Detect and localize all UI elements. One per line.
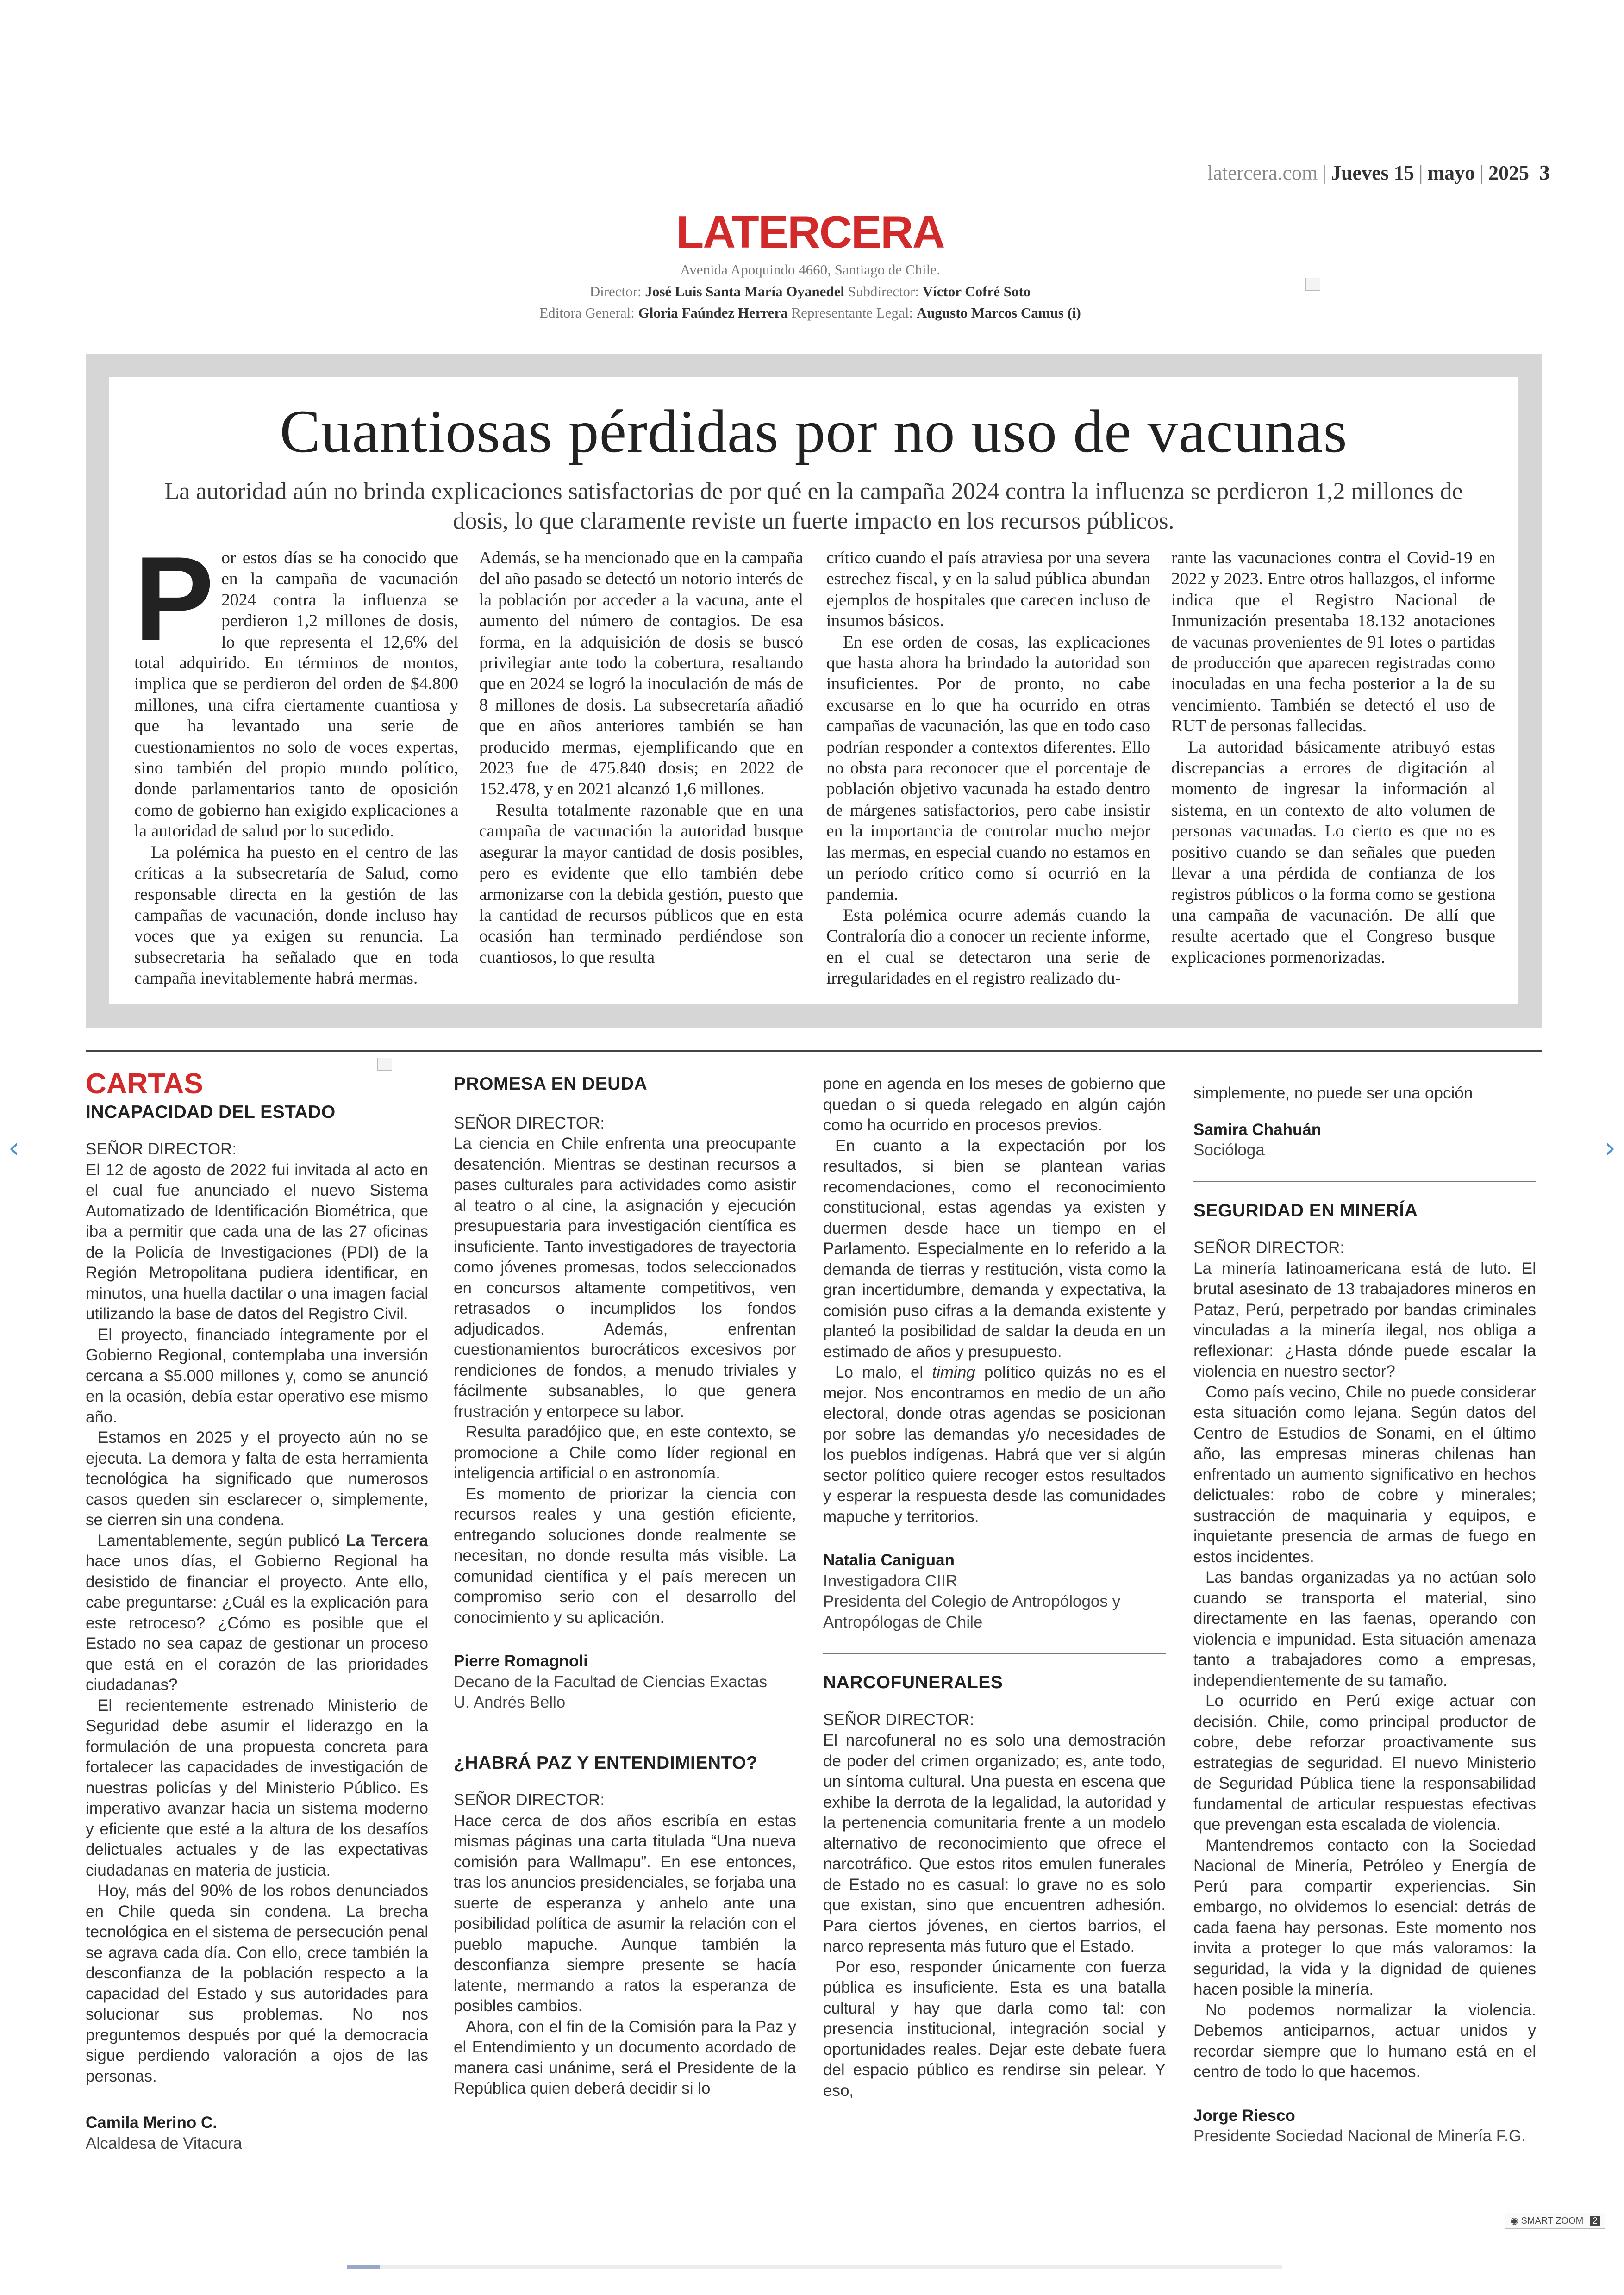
letters-column-3 — [823, 1074, 1166, 2101]
letter-salutation: SEÑOR DIRECTOR: — [454, 1791, 605, 1809]
editorial-paragraph: crítico cuando el país atraviesa por una severa estrechez fiscal, y en la salud pública abundan ejemplos de hospitales que carecen incluso de insumos básicos. — [826, 549, 1150, 631]
italic-word: timing — [932, 1363, 975, 1381]
letter-paragraph: El 12 de agosto de 2022 fui invitada al acto en el cual fue anunciado el nuevo Sistema Automatizado de Identificación Biométrica, que iba a permitir que cada una de las 27 oficinas de la Policía de Investigaciones (PDI) de la Región Metropolitana pudiera identificar, en minutos, una huella dactilar o una imagen facial utilizando la base de datos del Registro Civil. — [86, 1160, 428, 1323]
letter-paragraph: El proyecto, financiado íntegramente por el Gobierno Regional, contemplaba una inversión cercana a $5.000 millones y, como se anunció en la ocasión, debía estar operativo ese mismo año. — [86, 1325, 428, 1426]
letter-paragraph: pone en agenda en los meses de gobierno que quedan o si queda relegado en algún cajón como ha ocurrido en procesos previos. — [823, 1075, 1166, 1134]
date-year: 2025 — [1488, 162, 1529, 184]
editorial-column-3 — [826, 548, 1150, 989]
letter-title: NARCOFUNERALES — [823, 1672, 1003, 1692]
editorial-paragraph: La autoridad básicamente atribuyó estas discrepancias a errores de digitación al momento de ingresar la información al sistema, en un contexto de alto volumen de personas vacunadas. Lo cierto es que no es positivo cuando se dan señales que pueden llevar a una pérdida de confianza de los registros públicos o la forma como se gestiona una campaña de vacunación. De allí que resulte acertado que el Congreso busque explicaciones pormenorizadas. — [1171, 737, 1495, 967]
letter-paragraph: Mantendremos contacto con la Sociedad Nacional de Minería, Petróleo y Energía de Perú para compartir experiencias. Sin embargo, no olvidemos lo esencial: detrás de cada faena hay personas. Este momento nos invita a proteger lo que más valoramos: la seguridad, la vida y la dignidad de quienes hacen posible la minería. — [1193, 1836, 1536, 1998]
smart-zoom-label: SMART ZOOM — [1521, 2216, 1584, 2226]
letter-paragraph: Como país vecino, Chile no puede considerar esta situación como lejana. Según datos del Centro de Estudios de Sonami, en el último año, las empresas mineras chilenas han enfrentado un aumento significativo en hechos delictuales: robo de cobre y minerales; sustracción de maquinaria y equipos, e inquietante presencia de armas de fuego en estos incidentes. — [1193, 1383, 1536, 1566]
page-number: 3 — [1539, 161, 1550, 184]
letter-author-role: Investigadora CIIR — [823, 1572, 957, 1590]
editora-label: Editora General: — [539, 305, 635, 321]
letter-paragraph: simplemente, no puede ser una opción — [1193, 1084, 1473, 1102]
letter-title: PROMESA EN DEUDA — [454, 1074, 648, 1094]
editorial-paragraph: En ese orden de cosas, las explicaciones que hasta ahora ha brindado la autoridad son insuficientes. Por de pronto, no cabe excusarse en lo que ha ocurrido en otras campañas de vacunación, las que en todo caso podrían responder a contextos diferentes. Ello no obsta para reconocer que el porcentaje de población objetivo vacunada ha estado dentro de márgenes satisfactorios, pero cabe insistir en la importancia de controlar mucho mejor las mermas, en especial cuando no estamos en un período crítico como sí ocurrió en la pandemia. — [826, 632, 1150, 904]
letter-title: INCAPACIDAD DEL ESTADO — [86, 1102, 336, 1122]
letter-separator — [1193, 1181, 1536, 1182]
letter-author: Natalia Caniguan — [823, 1551, 955, 1569]
editorial-column-1 — [134, 531, 458, 989]
editorial-paragraph: La polémica ha puesto en el centro de las críticas a la subsecretaría de Salud, como responsable directa en la gestión de las campañas de vacunación, donde incluso hay voces que ya exigen su renuncia. La subsecretaria ha señalado que en toda campaña inevitablemente habrá mermas. — [134, 842, 458, 988]
letter-author-affiliation: Presidenta del Colegio de Antropólogos y Antropólogas de Chile — [823, 1592, 1121, 1631]
dateline: latercera.com | Jueves 15 | mayo | 2025 — [1207, 162, 1529, 184]
letter-author: Jorge Riesco — [1193, 2106, 1295, 2125]
letter-paragraph: Lo ocurrido en Perú exige actuar con decisión. Chile, como principal productor de cobre, debe reforzar proactivamente sus estrategias de seguridad. El nuevo Ministerio de Seguridad Pública tiene la responsabilidad fundamental de articular respuestas efectivas que prevengan esta escalada de violencia. — [1193, 1692, 1536, 1834]
letter-author: Pierre Romagnoli — [454, 1652, 588, 1670]
editorial-headline: Cuantiosas pérdidas por no uso de vacunas — [280, 397, 1348, 465]
previous-page-icon[interactable]: ‹ — [8, 1132, 19, 1164]
editorial-column-4 — [1171, 548, 1495, 968]
editorial-deck: La autoridad aún no brinda explicaciones satisfactorias de por qué en la campaña 2024 contra la influenza se perdieron 1,2 millones de dosis, lo que claramente reviste un fuerte impacto en los recursos públicos. — [164, 478, 1463, 534]
letters-column-2 — [454, 1074, 796, 2099]
section-divider — [86, 1050, 1542, 1052]
letters-section-title: CARTAS — [86, 1068, 203, 1100]
letter-author: Samira Chahuán — [1193, 1120, 1322, 1139]
editorial-column-2 — [479, 548, 803, 968]
eye-icon: ◉ — [1510, 2216, 1518, 2226]
letter-paragraph: Hoy, más del 90% de los robos denunciados en Chile queda sin condena. La brecha tecnológica en el sistema de persecución penal se agrava cada día. Con ello, crece también la desconfianza de la población respecto a la capacidad del Estado y sus autoridades para solucionar sus problemas. No nos preguntemos después por qué la democracia sigue perdiendo valoración a ojos de las personas. — [86, 1882, 428, 2085]
date-month: mayo — [1427, 162, 1475, 184]
scrollbar-thumb[interactable] — [347, 2265, 380, 2269]
letter-paragraph: La minería latinoamericana está de luto. El brutal asesinato de 13 trabajadores mineros en Pataz, Perú, perpetrado por bandas criminales vinculadas a la minería ilegal, nos obliga a reflexionar: ¿Hasta dónde puede escalar la violencia en nuestro sector? — [1193, 1259, 1536, 1380]
masthead-address: Avenida Apoquindo 4660, Santiago de Chile. — [680, 262, 940, 278]
letter-author-role: Presidente Sociedad Nacional de Minería F.G. — [1193, 2127, 1526, 2145]
smart-zoom-button[interactable] — [1505, 2213, 1605, 2229]
letter-paragraph: Resulta paradójico que, en este contexto, se promocione a Chile como líder regional en inteligencia artificial o en astronomía. — [454, 1423, 796, 1482]
text-run: político quizás no es el mejor. Nos encontramos en medio de un año electoral, donde otras agendas se posicionan por sobre las demandas y/o necesidades de los pueblos indígenas. Habrá que ver si algún sector político quiere recoger estos resultados y esperar la respuesta desde las comunidades mapuche y territorios. — [823, 1363, 1166, 1526]
editorial-paragraph: Esta polémica ocurre además cuando la Contraloría dio a conocer un reciente informe, en el cual se detectaron una serie de irregularidades en el registro realizado du- — [826, 905, 1150, 988]
letter-paragraph: Ahora, con el fin de la Comisión para la Paz y el Entendimiento y un documento acordado de manera casi unánime, será el Presidente de la República quien deberá decidir si lo — [454, 2017, 796, 2097]
letter-paragraph: Por eso, responder únicamente con fuerza pública es insuficiente. Esta es una batalla cultural y hay que darla como tal: con presencia institucional, integración social y oportunidades reales. Dejar este debate fuera del espacio público es rendirse sin pelear. Y eso, — [823, 1958, 1166, 2100]
letter-paragraph — [86, 1531, 428, 1696]
image-placeholder-icon — [377, 1058, 392, 1071]
editorial-paragraph: Además, se ha mencionado que en la campaña del año pasado se detectó un notorio interés de la población por acceder a la vacuna, ante el aumento del número de contagios. De esa forma, en la adquisición de dosis se buscó privilegiar ante todo la cobertura, resaltando que en 2024 se logró la inoculación de más de 8 millones de dosis. La subsecretaría añadió que en años anteriores también se han producido mermas, ejemplificando que en 2023 fue de 475.840 dosis; en 2022 de 152.478, y en 2021 alcanzó 1,6 millones. — [479, 549, 803, 799]
letter-salutation: SEÑOR DIRECTOR: — [454, 1114, 605, 1132]
letter-author-affiliation: U. Andrés Bello — [454, 1693, 566, 1711]
letter-author-role: Socióloga — [1193, 1141, 1265, 1159]
letter-paragraph — [823, 1362, 1166, 1527]
letter-paragraph: Estamos en 2025 y el proyecto aún no se ejecuta. La demora y falta de esta herramienta tecnológica ha significado que numerosos casos queden sin esclarecer o, simplemente, se cierren sin una condena. — [86, 1428, 428, 1529]
director-name: José Luis Santa María Oyanedel — [645, 283, 844, 299]
letter-title: SEGURIDAD EN MINERÍA — [1193, 1200, 1418, 1221]
letter-paragraph: Hace cerca de dos años escribía en estas mismas páginas una carta titulada “Una nueva comisión para Wallmapu”. En ese entonces, tras los anuncios presidenciales, se forjaba una suerte de esperanza y anhelo ante una posibilidad política de asumir la relación con el pueblo mapuche. Aunque también la desconfianza siempre presente se hacía latente, mermando a ratos la esperanza de posibles cambios. — [454, 1811, 796, 2015]
editorial-paragraph: or estos días se ha conocido que en la campaña de vacunación 2024 contra la influenza se perdieron 1,2 millones de dosis, lo que representa el 12,6% del total adquirido. En términos de montos, implica que se perdieron del orden de $4.800 millones, una cifra ciertamente cuantiosa y que ha levantado una serie de cuestionamientos no solo de voces expertas, sino también del propio mundo político, donde parlamentarios tanto de oposición como de gobierno han exigido explicaciones a la autoridad de salud por lo sucedido. — [134, 549, 458, 841]
letter-salutation: SEÑOR DIRECTOR: — [86, 1140, 237, 1158]
text-run: Lamentablemente, según publicó — [98, 1531, 346, 1550]
letter-paragraph: El recientemente estrenado Ministerio de Seguridad debe asumir el liderazgo en la formulación de una propuesta concreta para fortalecer las capacidades de investigación de nuestras policías y del Ministerio Público. Es imperativo avanzar hacia un sistema moderno y eficiente que esté a la altura de los desafíos delictuales actuales y de las expectativas ciudadanas en materia de justicia. — [86, 1696, 428, 1879]
letter-title: ¿HABRÁ PAZ Y ENTENDIMIENTO? — [454, 1752, 758, 1773]
image-placeholder-icon — [1305, 278, 1320, 291]
subdirector-name: Víctor Cofré Soto — [922, 283, 1031, 299]
editorial-paragraph: Resulta totalmente razonable que en una campaña de vacunación la autoridad busque asegurar la mayor cantidad de dosis posibles, pero es evidente que ello también debe armonizarse con la debida gestión, puesto que la cantidad de recursos públicos que en esta ocasión han terminado perdiéndose son cuantiosos, lo que resulta — [479, 800, 803, 967]
letter-author-role: Decano de la Facultad de Ciencias Exactas — [454, 1672, 768, 1691]
letter-paragraph: La ciencia en Chile enfrenta una preocupante desatención. Mientras se destinan recursos a pases culturales para actividades como asistir al teatro o al cine, la asignación y ejecución presupuestaria para investigación científica es insuficiente. Tanto investigadores de trayectoria como jóvenes promesas, todos seleccionados en concursos altamente competitivos, ven retrasados o incumplidos los fondos adjudicados. Además, enfrentan cuestionamientos burocráticos excesivos por rendiciones de fondos, a menudo triviales y fácilmente subsanables, lo que genera frustración y entorpece su labor. — [454, 1135, 796, 1421]
editorial-paragraph: rante las vacunaciones contra el Covid-19 en 2022 y 2023. Entre otros hallazgos, el informe indica que el Registro Nacional de Inmunización presentaba 18.132 anotaciones de vacunas provenientes de 91 lotes o partidas de producción que aparecen registradas como inoculadas en una fecha posterior a la de su vencimiento. También se detectó el uso de RUT de personas fallecidas. — [1171, 549, 1495, 736]
site-name: latercera.com — [1207, 162, 1318, 184]
subdirector-label: Subdirector: — [848, 283, 919, 299]
letter-paragraph: El narcofuneral no es solo una demostración de poder del crimen organizado; es, ante todo, un síntoma cultural. Una puesta en escena que exhibe la derrota de la legalidad, la autoridad y la pertenencia comunitaria frente a un modelo alternativo de reconocimiento que ofrece el narcotráfico. Que estos ritos emulen funerales de Estado no es casual: lo grave no es solo que existan, sino que encuentren adhesión. Para ciertos jóvenes, en ciertos barrios, el narco representa más futuro que el Estado. — [823, 1731, 1166, 1955]
representante-name: Augusto Marcos Camus (i) — [916, 305, 1081, 321]
letters-column-4 — [1193, 1074, 1536, 2147]
letter-author-role: Alcaldesa de Vitacura — [86, 2134, 242, 2152]
text-run: Lo malo, el — [835, 1363, 932, 1381]
masthead-directors — [370, 283, 1250, 300]
text-run: hace unos días, el Gobierno Regional ha desistido de financiar el proyecto. Ante ello, cabe preguntarse: ¿Cuál es la explicación para este retroceso? ¿Cómo es posible que el Estado no sea capaz de gestionar un proceso que está en el corazón de las prioridades ciudadanas? — [86, 1552, 428, 1694]
letter-paragraph: No podemos normalizar la violencia. Debemos anticiparnos, actuar unidos y recordar siempre que lo humano está en el centro de todo lo que hacemos. — [1193, 2001, 1536, 2081]
date-day: Jueves 15 — [1331, 162, 1414, 184]
newspaper-logo: LATERCERA — [676, 206, 944, 257]
page-badge: 2 — [1590, 2216, 1600, 2226]
letter-separator — [823, 1653, 1166, 1654]
letter-paragraph: Es momento de priorizar la ciencia con recursos reales y una gestión eficiente, entregando soluciones donde realmente se necesitan, no donde resulta más visible. La comunidad científica y el país merecen un compromiso serio con el desarrollo del conocimiento y su aplicación. — [454, 1484, 796, 1627]
letter-salutation: SEÑOR DIRECTOR: — [1193, 1239, 1345, 1257]
horizontal-scrollbar[interactable] — [347, 2265, 1282, 2269]
letter-salutation: SEÑOR DIRECTOR: — [823, 1710, 974, 1729]
next-page-icon[interactable]: › — [1605, 1132, 1616, 1164]
letters-column-1 — [86, 1068, 428, 2154]
letter-paragraph: Las bandas organizadas ya no actúan solo cuando se transporta el material, sino directamente en las faenas, operando con violencia e impunidad. Esta situación amenaza tanto a trabajadores como a empresas, independientemente de su tamaño. — [1193, 1568, 1536, 1690]
editora-name: Gloria Faúndez Herrera — [638, 305, 788, 321]
drop-cap: P — [134, 531, 214, 665]
masthead-editors — [370, 305, 1250, 321]
letter-author: Camila Merino C. — [86, 2114, 217, 2132]
representante-label: Representante Legal: — [791, 305, 913, 321]
letter-paragraph: En cuanto a la expectación por los resultados, si bien se plantean varias recomendaciones, como el reconocimiento constitucional, estas agendas ya existen y duermen desde hace un tiempo en el Parlamento. Especialmente en lo referido a la demanda de tierras y restitución, vista como la gran incertidumbre, demanda y expectativa, la comisión puso cifras a la demanda existente y planteó la posibilidad de saldar la deuda en un estimado de años y presupuesto. — [823, 1136, 1166, 1361]
director-label: Director: — [589, 283, 642, 299]
newspaper-reference: La Tercera — [346, 1531, 428, 1550]
